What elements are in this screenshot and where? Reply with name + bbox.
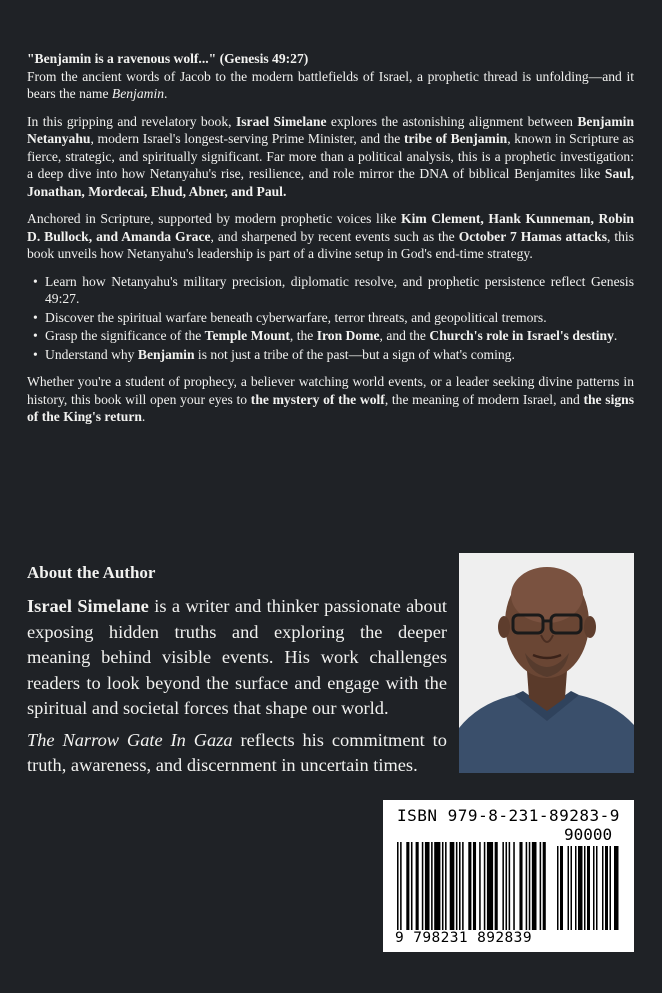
barcode-bar bbox=[596, 846, 598, 930]
barcode-bar bbox=[473, 842, 476, 930]
barcode-bar bbox=[479, 842, 481, 930]
author-photo bbox=[459, 553, 634, 773]
back-cover-blurb bbox=[27, 50, 634, 436]
barcode-bar bbox=[557, 846, 559, 930]
author-portrait-illustration bbox=[459, 553, 634, 773]
barcode-bar bbox=[462, 842, 464, 930]
barcode-bar bbox=[406, 842, 409, 930]
key-points-list bbox=[27, 273, 634, 364]
barcode-bar bbox=[575, 846, 577, 930]
bio-paragraph: Israel Simelane is a writer and thinker passionate about exposing hidden truths and exploring the deeper meaning behind visible events. His work challenges readers to look beyond the surface and engage with the spiritual and societal forces that shape our world. bbox=[27, 596, 448, 718]
barcode-bar bbox=[571, 846, 573, 930]
barcode-bar bbox=[584, 846, 586, 930]
closing-paragraph: Whether you're a student of prophecy, a believer watching world events, or a leader seeking divine patterns in history, this book will open your eyes to the mystery of the wolf, the meaning of modern Israel, and the signs of the King's return. bbox=[27, 374, 634, 424]
barcode-bar bbox=[434, 842, 440, 930]
description-paragraph: In this gripping and revelatory book, Israel Simelane explores the astonishing alignment between Benjamin Netanyahu, modern Israel's longest-serving Prime Minister, and the tribe of Benjamin, known in Scripture as fierce, strategic, and spiritually significant. Far more than a political analysis, this is a prophetic investigation: a deep dive into how Netanyahu's rise, resilience, and role mirror the DNA of biblical Benjamites like Saul, Jonathan, Mordecai, Ehud, Abner, and Paul. bbox=[27, 113, 635, 199]
barcode-bar bbox=[468, 842, 471, 930]
barcode-bar bbox=[442, 842, 444, 930]
price-addon-bars bbox=[557, 846, 621, 930]
barcode-bar bbox=[445, 842, 447, 930]
barcode-bar bbox=[416, 842, 419, 930]
opening-quote: "Benjamin is a ravenous wolf..." (Genesis 49:27) bbox=[27, 51, 309, 66]
barcode-bar bbox=[602, 846, 604, 930]
barcode-bar bbox=[578, 846, 583, 930]
about-author-heading: About the Author bbox=[27, 563, 156, 582]
barcode-bar bbox=[509, 842, 511, 930]
barcode-bar bbox=[459, 842, 461, 930]
barcode-bar bbox=[456, 842, 458, 930]
barcode-bar bbox=[397, 842, 399, 930]
barcode-bar bbox=[593, 846, 595, 930]
barcode-bar bbox=[529, 842, 531, 930]
barcode-bar bbox=[568, 846, 570, 930]
barcode-bar bbox=[605, 846, 608, 930]
ean-digits: 9 798231 892839 bbox=[395, 930, 532, 946]
ean-barcode-bars bbox=[397, 842, 547, 930]
barcode-bar bbox=[502, 842, 504, 930]
barcode-bar bbox=[526, 842, 528, 930]
price-code: 90000 bbox=[564, 825, 613, 844]
isbn-barcode bbox=[383, 800, 634, 952]
barcode-bar bbox=[587, 846, 590, 930]
scripture-paragraph: Anchored in Scripture, supported by modern prophetic voices like Kim Clement, Hank Kunneman, Robin D. Bullock, and Amanda Grace, and sharpened by recent events such as the October 7 Hamas attacks, this book unveils how Netanyahu's leadership is part of a divine setup in God's end-time strategy. bbox=[27, 211, 634, 261]
barcode-bar bbox=[495, 842, 498, 930]
barcode-bar bbox=[431, 842, 433, 930]
barcode-bar bbox=[610, 846, 612, 930]
list-item: • Learn how Netanyahu's military precision, diplomatic resolve, and prophetic persistence reflect Genesis 49:27. bbox=[27, 273, 634, 308]
barcode-bar bbox=[543, 842, 546, 930]
barcode-bar bbox=[540, 842, 542, 930]
barcode-bar bbox=[411, 842, 413, 930]
barcode-bar bbox=[484, 842, 486, 930]
isbn-label: ISBN 979-8-231-89283-9 bbox=[397, 806, 620, 825]
author-bio bbox=[27, 594, 447, 785]
bio-closing: The Narrow Gate In Gaza reflects his commitment to truth, awareness, and discernment in uncertain times. bbox=[27, 729, 447, 775]
list-item: • Discover the spiritual warfare beneath cyberwarfare, terror threats, and geopolitical tremors. bbox=[27, 309, 634, 327]
barcode-bar bbox=[425, 842, 430, 930]
barcode-bar bbox=[422, 842, 424, 930]
list-item: • Grasp the significance of the Temple Mount, the Iron Dome, and the Church's role in Israel's destiny. bbox=[27, 327, 634, 345]
barcode-bar bbox=[513, 842, 515, 930]
barcode-bar bbox=[450, 842, 455, 930]
barcode-bar bbox=[400, 842, 402, 930]
barcode-bar bbox=[506, 842, 508, 930]
list-item: • Understand why Benjamin is not just a tribe of the past—but a sign of what's coming. bbox=[27, 346, 634, 364]
barcode-bar bbox=[519, 842, 522, 930]
barcode-bar bbox=[532, 842, 537, 930]
barcode-bar bbox=[487, 842, 493, 930]
barcode-bar bbox=[560, 846, 563, 930]
barcode-bar bbox=[614, 846, 619, 930]
intro-paragraph: From the ancient words of Jacob to the modern battlefields of Israel, a prophetic thread is unfolding—and it bears the name Benjamin. bbox=[27, 68, 634, 101]
